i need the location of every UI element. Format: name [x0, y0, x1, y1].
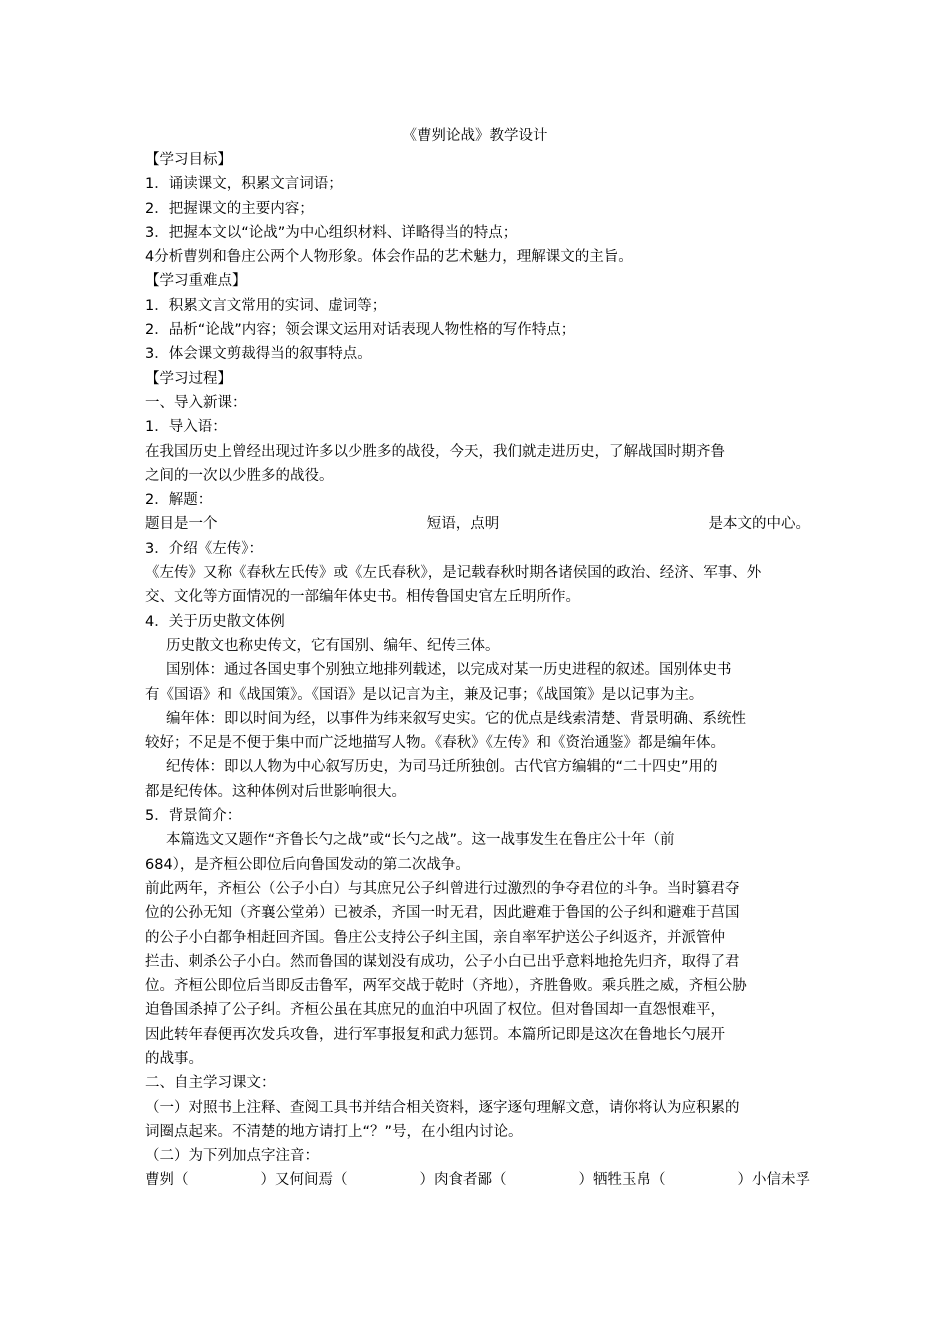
paragraph-line: 《左传》又称《春秋左氏传》或《左氏春秋》，是记载春秋时期各诸侯国的政治、经济、军事、外	[145, 565, 762, 582]
paragraph-line: 的公子小白都争相赶回齐国。鲁庄公支持公子纠主国，亲自率军护送公子纠返齐，并派管仲	[145, 929, 725, 946]
pinyin-item: ）肉食者鄙（	[419, 1172, 507, 1189]
paragraph-line: 有《国语》和《战国策》。《国语》是以记言为主，兼及记事；《战国策》是以记事为主。	[145, 686, 704, 703]
paragraph-line: 交、文化等方面情况的一部编年体史书。相传鲁国史官左丘明所作。	[145, 589, 580, 606]
blank-prompt: 短语，点明	[426, 516, 500, 533]
paragraph-line: （一）对照书上注释、查阅工具书并结合相关资料，逐字逐句理解文意，请你将认为应积累的	[145, 1099, 740, 1116]
blank-prompt: 题目是一个	[145, 516, 218, 533]
goal-item: 1．诵读课文，积累文言词语；	[145, 176, 343, 193]
process-heading: 【学习过程】	[145, 370, 232, 387]
blank-prompt: 是本文的中心。	[708, 516, 810, 533]
key-points-heading: 【学习重难点】	[145, 273, 247, 290]
goal-item: 4分析曹刿和鲁庄公两个人物形象。体会作品的艺术魅力，理解课文的主旨。	[145, 249, 633, 266]
pinyin-exercise-line	[145, 1168, 810, 1192]
paragraph-line: 拦击、刺杀公子小白。然而鲁国的谋划没有成功，公子小白已出乎意料地抢先归齐，取得了君	[145, 953, 740, 970]
key-point-item: 1．积累文言文常用的实词、虚词等；	[145, 297, 387, 314]
subsection-label: 5．背景简介：	[145, 808, 242, 825]
key-point-item: 3．体会课文剪裁得当的叙事特点。	[145, 346, 372, 363]
subsection-label: 1．导入语：	[145, 419, 227, 436]
goals-heading: 【学习目标】	[145, 152, 232, 168]
paragraph-line: 编年体：即以时间为经，以事件为纬来叙写史实。它的优点是线索清楚、背景明确、系统性	[166, 710, 746, 727]
paragraph-line: 的战事。	[145, 1050, 203, 1067]
pinyin-item: 曹刿（	[145, 1172, 189, 1189]
paragraph-line: 前此两年，齐桓公（公子小白）与其庶兄公子纠曾进行过激烈的争夺君位的斗争。当时篡君夺	[145, 880, 740, 897]
paragraph-line: 纪传体：即以人物为中心叙写历史，为司马迁所独创。古代官方编辑的“二十四史”用的	[166, 759, 718, 776]
paragraph-line: 位的公孙无知（齐襄公堂弟）已被杀，齐国一时无君，因此避难于鲁国的公子纠和避难于莒国	[145, 905, 740, 922]
paragraph-line: 因此转年春便再次发兵攻鲁，进行军事报复和武力惩罚。本篇所记即是这次在鲁地长勺展开	[145, 1026, 725, 1043]
subsection-label: （二）为下列加点字注音：	[145, 1148, 319, 1165]
paragraph-line: 历史散文也称史传文，它有国别、编年、纪传三体。	[166, 637, 500, 654]
paragraph-line: 较好；不足是不便于集中而广泛地描写人物。《春秋》《左传》和《资治通鉴》都是编年体。	[145, 735, 725, 752]
fill-in-blank-line	[145, 512, 810, 536]
subsection-label: 3．介绍《左传》：	[145, 540, 263, 557]
key-point-item: 2．品析“论战”内容；领会课文运用对话表现人物性格的写作特点；	[145, 322, 576, 339]
pinyin-item: ）小信未孚	[737, 1172, 810, 1189]
paragraph-line: 国别体：通过各国史事个别独立地排列载述，以完成对某一历史进程的叙述。国别体史书	[166, 662, 732, 679]
paragraph-line: 位。齐桓公即位后当即反击鲁军，两军交战于乾时（齐地），齐胜鲁败。乘兵胜之威，齐桓公胁	[145, 978, 747, 995]
section-heading: 一、导入新课：	[145, 394, 247, 411]
subsection-label: 4．关于历史散文体例	[145, 613, 285, 630]
paragraph-line: 在我国历史上曾经出现过许多以少胜多的战役，今天，我们就走进历史，了解战国时期齐鲁	[145, 443, 725, 460]
paragraph-line: 都是纪传体。这种体例对后世影响很大。	[145, 783, 406, 800]
paragraph-line: 词圈点起来。不清楚的地方请打上“？”号，在小组内讨论。	[145, 1123, 523, 1140]
goal-item: 2．把握课文的主要内容；	[145, 200, 314, 217]
document-title: 《曹刿论战》教学设计	[402, 128, 548, 144]
section-heading: 二、自主学习课文：	[145, 1075, 276, 1092]
paragraph-line: 之间的一次以少胜多的战役。	[145, 467, 334, 484]
subsection-label: 2．解题：	[145, 492, 213, 509]
document-body	[145, 148, 810, 1193]
goal-item: 3．把握本文以“论战”为中心组织材料、详略得当的特点；	[145, 224, 518, 241]
paragraph-line: 迫鲁国杀掉了公子纠。齐桓公虽在其庶兄的血泊中巩固了权位。但对鲁国却一直怨恨难平，	[145, 1002, 725, 1019]
pinyin-item: ）又何间焉（	[260, 1172, 348, 1189]
pinyin-item: ）牺牲玉帛（	[578, 1172, 666, 1189]
paragraph-line: 684），是齐桓公即位后向鲁国发动的第二次战争。	[145, 856, 470, 873]
paragraph-line: 本篇选文又题作“齐鲁长勺之战”或“长勺之战”。这一战事发生在鲁庄公十年（前	[166, 832, 675, 849]
